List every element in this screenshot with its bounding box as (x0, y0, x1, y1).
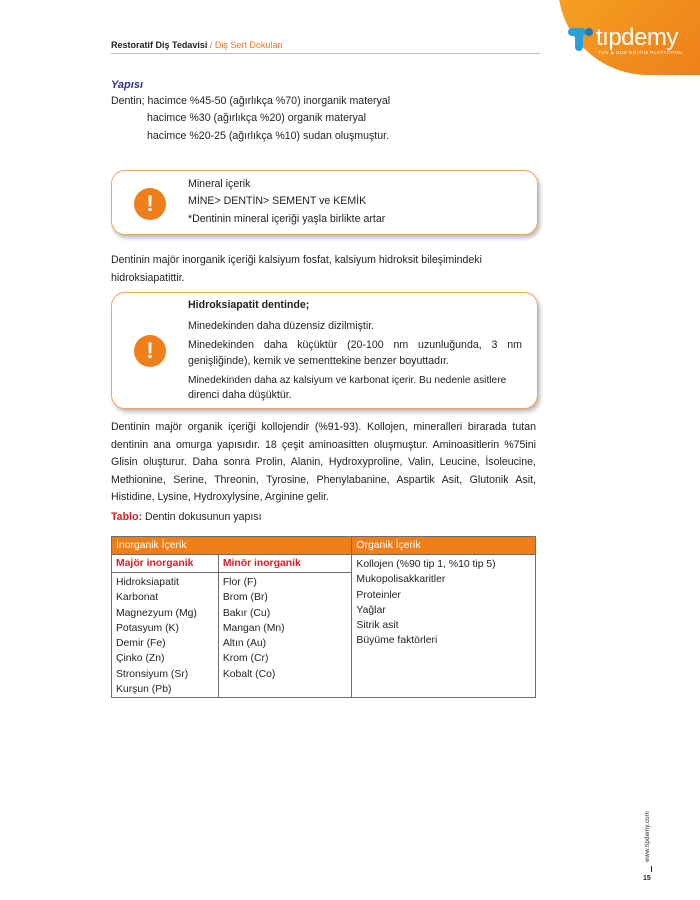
note-line: Minedekinden daha az kalsiyum ve karbonat içerir. Bu nedenle asitlere (188, 375, 507, 386)
note-line: MİNE> DENTİN> SEMENT ve KEMİK (188, 195, 367, 207)
note-line: *Dentinin mineral içeriği yaşla birlikte artar (188, 213, 386, 225)
brand-logo (568, 24, 688, 60)
organic-item: Kollojen (%90 tip 1, %10 tip 5) (356, 559, 496, 570)
major-item: Stronsiyum (Sr) (116, 668, 189, 680)
header-divider (111, 53, 540, 54)
minor-item: Brom (Br) (222, 592, 268, 604)
footer-divider (651, 866, 652, 872)
note-title: Hidroksiapatit dentinde; (188, 299, 310, 311)
paragraph-inorganic (111, 252, 536, 287)
table-label: Tablo: (111, 511, 142, 523)
minor-item: Mangan (Mn) (222, 622, 285, 634)
table-caption-text: Dentin dokusunun yapısı (142, 511, 262, 523)
running-header (111, 40, 283, 50)
organic-item: Proteinler (356, 589, 401, 601)
organic-item: Mukopolisakkaritler (356, 574, 446, 586)
subheader-major: Majör inorganik (112, 555, 219, 573)
note-box-mineral (111, 170, 538, 235)
table-caption (111, 511, 262, 523)
major-cell (112, 573, 219, 698)
page-number: 15 (643, 875, 651, 882)
major-item: Hidroksiapatit (116, 577, 179, 588)
logo-tagline: TUS & DUS EĞİTİM PLATFORMU (598, 50, 684, 55)
paragraph-line: hidroksiapatittir. (111, 271, 185, 284)
paragraph-line: Glisin oluşturur. Daha sonra Prolin, Alanin, Hydroxyproline, Valin, Leucine, İsoleucine, (111, 456, 536, 468)
website-url: www.tipdemy.com (645, 811, 651, 862)
minor-cell (218, 573, 352, 698)
logo-t-icon (568, 28, 594, 52)
note-line: Mineral içerik (188, 178, 251, 190)
note-line: Minedekinden daha düzensiz dizilmiştir. (188, 320, 375, 332)
exclamation-icon: ! (134, 188, 166, 220)
organic-item: Büyüme faktörleri (356, 635, 438, 647)
paragraph-line: Dentinin majör organik içeriği kollojendir (%91-93). Kollojen, mineralleri birarada tutan (111, 421, 536, 433)
subheader-minor: Minör inorganik (218, 555, 352, 573)
note-line: genişliğinde), kemik ve sementtekine benzer boyuttadır. (188, 355, 449, 367)
paragraph-line: Dentinin majör inorganik içeriği kalsiyum fosfat, kalsiyum hidroksit bileşimindeki (111, 254, 482, 266)
major-item: Potasyum (K) (116, 622, 179, 634)
header-inorganic: İnorganik İçerik (112, 537, 352, 555)
logo-wordmark: tıpdemy (596, 24, 678, 51)
note-line: Minedekinden daha küçüktür (20-100 nm uzunluğunda, 3 nm (188, 339, 522, 351)
header-organic: Organik İçerik (352, 537, 536, 555)
note-box-hydroxyapatite (111, 292, 538, 409)
paragraph-line: dentinin ana omurga yapısıdır. 18 çeşit aminoasitten oluşmuştur. Aminoasitlerin %75ini (111, 438, 536, 451)
minor-item: Flor (F) (222, 577, 257, 588)
major-item: Demir (Fe) (116, 638, 166, 650)
paragraph-line: Methionine, Serine, Threonin, Tyrosine, Phenylabanine, Aspartik Asit, Glutonik Asit, (111, 473, 536, 486)
organic-item: Yağlar (356, 604, 386, 616)
minor-item: Kobalt (Co) (222, 668, 276, 680)
paragraph-organic (111, 419, 536, 507)
composition-line-3: hacimce %20-25 (ağırlıkça %10) sudan oluşmuştur. (147, 130, 390, 142)
major-item: Magnezyum (Mg) (116, 607, 197, 619)
major-item: Çinko (Zn) (116, 653, 165, 665)
minor-item: Altın (Au) (222, 638, 267, 650)
chapter-title: Diş Sert Dokuları (214, 40, 283, 50)
note-line: direnci daha düşüktür. (188, 389, 292, 401)
organic-cell (352, 555, 536, 698)
minor-item: Bakır (Cu) (222, 607, 271, 619)
composition-line-2: hacimce %30 (ağırlıkça %20) organik materyal (147, 112, 367, 124)
section-title: Yapısı (111, 79, 143, 91)
exclamation-icon: ! (134, 335, 166, 367)
major-item: Karbonat (116, 592, 159, 604)
composition-line-1: Dentin; hacimce %45-50 (ağırlıkça %70) inorganik materyal (111, 95, 391, 107)
paragraph-line: Histidine, Lysine, Hydroxylysine, Arginine gelir. (111, 491, 330, 503)
minor-item: Krom (Cr) (222, 653, 269, 665)
dentin-structure-table (111, 536, 536, 698)
header-separator: / (207, 40, 215, 50)
book-title: Restoratif Diş Tedavisi (111, 40, 208, 50)
organic-item: Sitrik asit (356, 620, 399, 632)
major-item: Kurşun (Pb) (116, 684, 172, 696)
